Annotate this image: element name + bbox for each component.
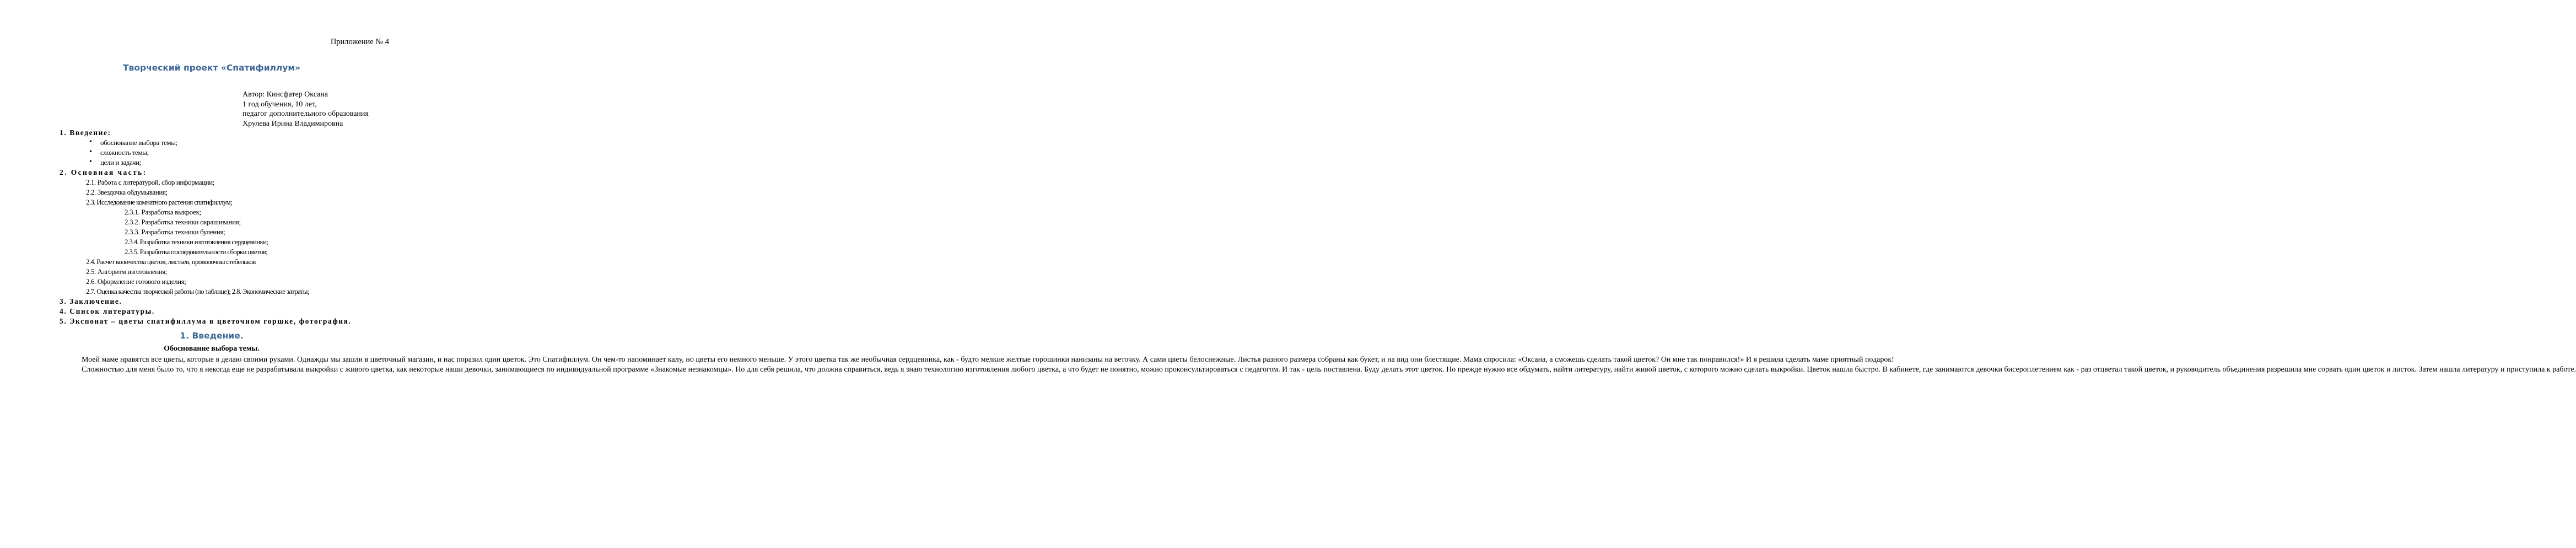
author-line: Автор: Кинсфатер Оксана	[242, 90, 328, 99]
toc-section-1: 1. Введение:	[60, 128, 111, 137]
list-item: 2.5. Алгоритм изготовления;	[86, 267, 168, 276]
intro-heading: 1. Введение.	[180, 331, 244, 341]
appendix-label: Приложение № 4	[330, 37, 389, 46]
author-line: Хрулева Ирина Владимировна	[242, 119, 343, 128]
list-item: 2.3.5. Разработка последовательности сборки цветов;	[125, 248, 268, 256]
list-item: 2.3.3. Разработка техники буления;	[125, 228, 225, 236]
list-item: 2.3.1. Разработка выкроек;	[125, 208, 201, 216]
toc-section-4: 4. Список литературы.	[60, 307, 155, 315]
intro-subtitle: Обоснование выбора темы.	[164, 345, 260, 353]
list-item: 2.3.2. Разработка техники окрашивания;	[125, 218, 241, 226]
toc-section-1-list	[60, 138, 352, 168]
paragraph: Сложностью для меня было то, что я некогда еще не разрабатывала выкройки с живого цветка, как некоторые наши девочки, занимающиеся по индивидуальной программе «Знакомые незнакомцы». Но для себя решила, что должна справиться, ведь я знаю технологию изготовления любого цветка, а что будет не понятно, можно проконсультироваться с педагогом. И так - цель поставлена. Буду делать этот цветок. Но прежде нужно все обдумать, найти литературу, найти живой цветок, с которого можно сделать выкройки. Цветок нашла быстро. В кабинете, где занимаются девочки бисероплетением как - раз отцветал такой цветок, и руководитель объединения разрешила мне сорвать один цветок и листок. Затем нашла литературу и приступила к работе.	[82, 366, 2576, 374]
author-block	[242, 90, 369, 128]
toc-section-2: 2. Основная часть:	[60, 168, 147, 176]
list-item: 2.2. Звездочка обдумывания;	[86, 188, 168, 196]
paragraph: Моей маме нравятся все цветы, которые я делаю своими руками. Однажды мы зашли в цветочный магазин, и нас поразил один цветок. Это Спатифиллум. Он чем-то напоминает калу, но цветы его немного меньше. У этого цветка так же необычная сердцевинка, как - будто мелкие желтые горошинки нанизаны на веточку. А сами цветы белоснежные. Листья разного размера собраны как букет, и на вид они блестящие. Мама спросила: «Оксана, а сможешь сделать такой цветок? Он мне так понравился!» И я решила сделать маме приятный подарок!	[82, 356, 1894, 364]
list-item: 2.6. Оформление готового изделия;	[86, 277, 186, 286]
list-item: • сложность темы;	[100, 148, 352, 158]
toc-section-5: 5. Экспонат – цветы спатифиллума в цветочном горшке, фотография.	[60, 317, 352, 325]
intro-body	[64, 355, 2576, 375]
list-item: • обоснование выбора темы;	[100, 138, 352, 148]
toc-section-3: 3. Заключение.	[60, 297, 122, 305]
project-title: Творческий проект «Спатифиллум»	[122, 63, 301, 73]
list-item: 2.7. Оценка качества творческой работы (по таблице); 2.8. Экономические затраты;	[86, 287, 309, 296]
author-line: 1 год обучения, 10 лет,	[242, 100, 317, 109]
list-item: 2.3. Исследование комнатного растения спатифиллум;	[86, 198, 232, 206]
table-of-contents	[60, 128, 352, 326]
author-line: педагог дополнительного образования	[242, 110, 369, 118]
list-item: • цели и задачи;	[100, 158, 352, 168]
list-item: 2.3.4. Разработка техники изготовления сердцевинки;	[125, 238, 268, 246]
list-item: 2.1. Работа с литературой, сбор информации;	[86, 178, 214, 186]
list-item: 2.4. Расчет количества цветов, листьев, проволочны стебельков	[86, 257, 256, 266]
